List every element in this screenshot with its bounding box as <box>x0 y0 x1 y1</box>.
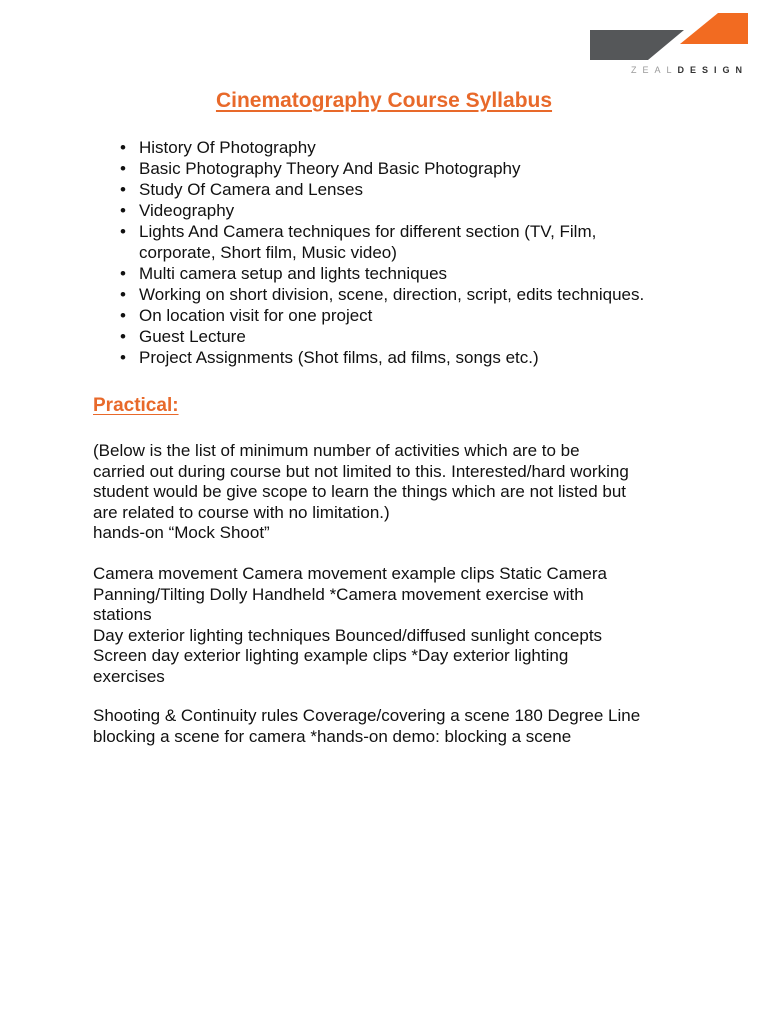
bullet-icon: • <box>120 348 126 367</box>
paragraph-line: Panning/Tilting Dolly Handheld *Camera movement exercise with <box>93 584 584 604</box>
paragraph-line: student would be give scope to learn the things which are not listed but <box>93 482 627 501</box>
practical-heading <box>93 394 179 418</box>
topic-item <box>93 326 693 347</box>
topic-text: Basic Photography Theory And Basic Photography <box>139 159 521 178</box>
topics-list <box>93 137 693 368</box>
topic-text: Multi camera setup and lights techniques <box>139 264 448 283</box>
camera-lighting-paragraph <box>93 564 693 687</box>
logo-orange-shape <box>680 13 748 44</box>
topic-text: Lights And Camera techniques for different section (TV, Film, <box>139 222 597 241</box>
topic-text: Project Assignments (Shot films, ad films, songs etc.) <box>139 348 539 367</box>
topic-text: On location visit for one project <box>139 306 373 325</box>
topic-text: corporate, Short film, Music video) <box>139 243 397 262</box>
topic-item <box>93 137 693 158</box>
bullet-icon: • <box>120 138 126 157</box>
zeal-design-logo <box>588 12 748 78</box>
logo-dark-shape <box>590 30 684 60</box>
topic-item <box>93 263 693 284</box>
bullet-icon: • <box>120 264 126 283</box>
topic-item <box>93 200 693 221</box>
page-title-text: Cinematography Course Syllabus <box>215 89 553 112</box>
paragraph-line: are related to course with no limitation.) <box>93 502 390 522</box>
practical-heading-text: Practical: <box>93 395 179 416</box>
bullet-icon: • <box>120 180 126 199</box>
logo-mark-icon <box>588 12 748 62</box>
topic-text: Study Of Camera and Lenses <box>139 180 363 199</box>
bullet-icon: • <box>120 222 126 241</box>
paragraph-line: blocking a scene for camera *hands-on demo: blocking a scene <box>93 726 572 746</box>
paragraph-line: Shooting & Continuity rules Coverage/covering a scene 180 Degree Line <box>93 706 641 725</box>
bullet-icon: • <box>120 201 126 220</box>
paragraph-line: Screen day exterior lighting example clips *Day exterior lighting <box>93 646 569 665</box>
paragraph-line: carried out during course but not limited to this. Interested/hard working <box>93 461 629 481</box>
topic-text: History Of Photography <box>139 138 316 157</box>
topic-text: Guest Lecture <box>139 327 246 346</box>
topic-item <box>93 284 693 305</box>
shooting-continuity-paragraph <box>93 706 693 747</box>
practical-intro-paragraph <box>93 441 693 544</box>
paragraph-line: Day exterior lighting techniques Bounced/diffused sunlight concepts <box>93 625 603 645</box>
logo-wordmark-light: ZEAL <box>630 65 678 75</box>
paragraph-line: hands-on “Mock Shoot” <box>93 523 270 542</box>
paragraph-line: (Below is the list of minimum number of activities which are to be <box>93 441 580 460</box>
topic-item <box>93 179 693 200</box>
topic-item <box>93 347 693 368</box>
paragraph-line: stations <box>93 605 152 624</box>
paragraph-line: exercises <box>93 666 165 686</box>
bullet-icon: • <box>120 285 126 304</box>
bullet-icon: • <box>120 159 126 178</box>
topic-text: Videography <box>139 201 235 220</box>
topic-item <box>93 158 693 179</box>
bullet-icon: • <box>120 327 126 346</box>
page-title <box>0 88 768 114</box>
logo-wordmark-bold: DESIGN <box>677 65 748 75</box>
paragraph-line: Camera movement Camera movement example clips Static Camera <box>93 564 607 583</box>
topic-item <box>93 305 693 326</box>
topic-text: Working on short division, scene, direction, script, edits techniques. <box>139 285 645 304</box>
topic-item <box>93 221 693 263</box>
bullet-icon: • <box>120 306 126 325</box>
logo-wordmark <box>588 62 748 78</box>
